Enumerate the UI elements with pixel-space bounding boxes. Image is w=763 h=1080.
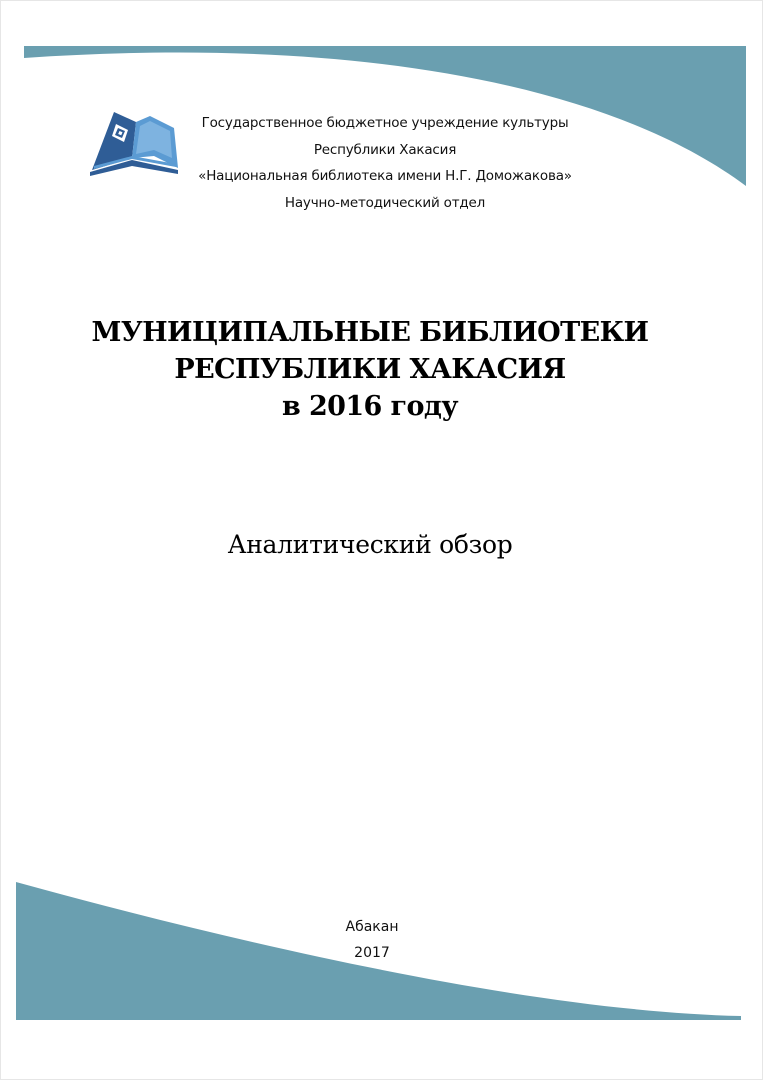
document-title (0, 314, 740, 425)
imprint-city: Абакан (345, 919, 399, 935)
institution-line-1: Государственное бюджетное учреждение культуры (201, 115, 569, 131)
title-line-2: РЕСПУБЛИКИ ХАКАСИЯ (174, 354, 566, 385)
department-line: Научно-методический отдел (284, 194, 486, 211)
title-line-3: в 2016 году (282, 391, 458, 422)
institution-line-2: Республики Хакасия (313, 141, 457, 158)
institution-header (175, 110, 595, 216)
open-book-library-logo-icon (88, 100, 180, 176)
imprint-footer (272, 914, 472, 966)
imprint-year: 2017 (354, 945, 390, 961)
document-subtitle: Аналитический обзор (227, 530, 513, 559)
institution-line-3: «Национальная библиотека имени Н.Г. Доможакова» (198, 168, 572, 184)
title-line-1: МУНИЦИПАЛЬНЫЕ БИБЛИОТЕКИ (91, 317, 649, 348)
